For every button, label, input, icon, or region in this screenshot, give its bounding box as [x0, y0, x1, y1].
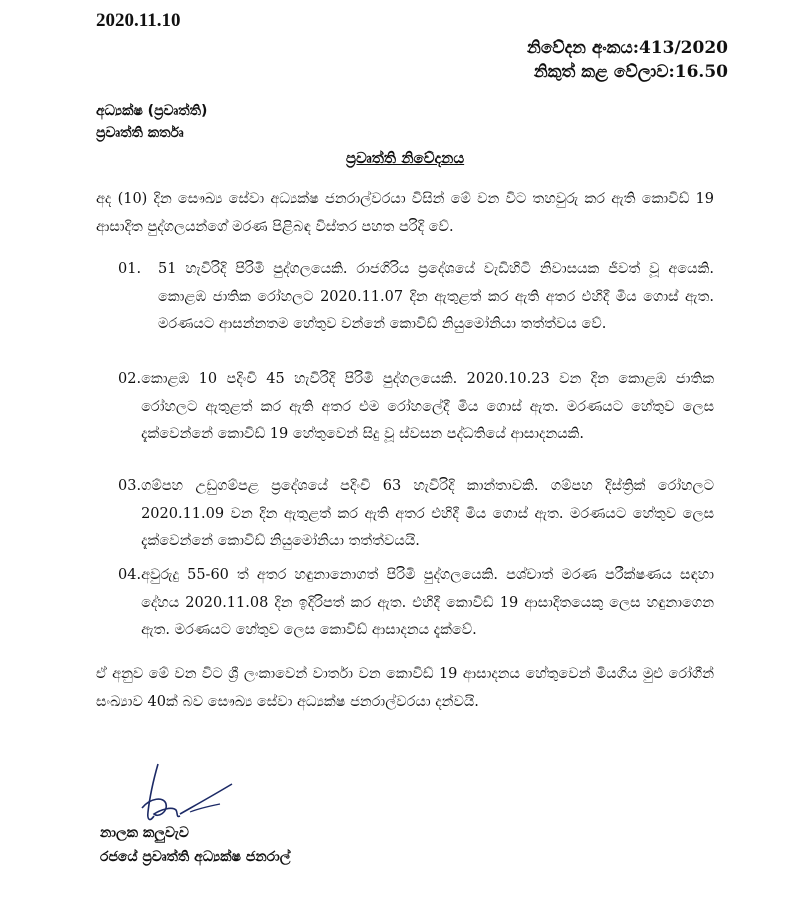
list-item [118, 256, 714, 339]
signatory-name: නාලක කලුවැව [100, 825, 189, 841]
item-number: 03. [118, 478, 142, 494]
item-number: 01. [118, 261, 142, 277]
intro-paragraph: අද (10) දින සෞඛ්‍ය සේවා අධ්‍යක්ෂ ජනරාල්වරයා විසින් මේ වන විට තහවුරු කර ඇති කොවිඩ් 19 ආසාදිත පුද්ගලයන්ගේ මරණ පිළිබඳ විස්තර පහත පරිදි වේ. [96, 191, 714, 235]
list-item [118, 473, 714, 556]
release-number: නිවේදන අංකය:413/2020 [527, 38, 728, 58]
item-number: 04. [118, 567, 142, 583]
release-time: නිකුත් කළ වේලාව:16.50 [533, 62, 728, 82]
recipient-line-2: ප්‍රවෘත්ති කර්තෘ [96, 125, 184, 141]
document-title [0, 149, 810, 167]
item-text: ගම්පහ උඩුගම්පළ ප්‍රදේශයේ පදිංචි 63 හැවිරිදි කාන්තාවකි. ගම්පහ දිස්ත්‍රික් රෝහලට 2020.11.09 වන දින ඇතුළත් කර ඇති අතර එහිදී මිය ගොස් ඇත. මරණයට හේතුව ලෙස දැක්වෙන්නේ කොවිඩ් නියුමෝනියා තත්ත්වයයි. [141, 478, 714, 549]
recipient-line-1: අධ්‍යක්ෂ (ප්‍රවෘත්ති) [96, 103, 208, 119]
signatory-title: රජයේ ප්‍රවෘත්ති අධ්‍යක්ෂ ජනරාල් [100, 849, 291, 865]
item-text: කොළඹ 10 පදිංචි 45 හැවිරිදි පිරිමි පුද්ගලයෙකි. 2020.10.23 වන දින කොළඹ ජාතික රෝහලට ඇතුළත් කර ඇති අතර එම රෝහලේදී මිය ගොස් ඇත. මරණයට හේතුව ලෙස දැක්වෙන්නේ කොවිඩ් 19 හේතුවෙන් සිදු වූ ස්වසන පද්ධතියේ ආසාදනයකි. [141, 371, 714, 442]
document-title-text: ප්‍රවෘත්ති නිවේදනය [345, 149, 465, 167]
item-text: 51 හැවිරිදි පිරිමි පුද්ගලයෙකි. රාජගිරිය ප්‍රදේශයේ වැඩිහිටි නිවාසයක ජීවත් වූ අයෙකි. කොළඹ ජාතික රෝහලට 2020.11.07 දින ඇතුළත් කර ඇති අතර එහිදී මිය ගොස් ඇත. මරණයට ආසන්නතම හේතුව වන්නේ කොවිඩ් නියුමෝනියා තත්ත්වය වේ. [158, 261, 714, 332]
item-text: අවුරුදු 55-60 ත් අතර හඳුනානොගත් පිරිමි පුද්ගලයෙකි. පශ්චාත් මරණ පරීක්ෂණය සඳහා දේහය 2020.11.08 දින ඉදිරිපත් කර ඇත. එහිදී කොවිඩ් 19 ආසාදිතයෙකු ලෙස හඳුනාගෙන ඇත. මරණයට හේතුව ලෙස කොවිඩ් ආසාදනය දැක්වේ. [141, 567, 714, 638]
list-item [118, 366, 714, 449]
release-date: 2020.11.10 [96, 10, 181, 31]
handwritten-signature [120, 760, 260, 830]
item-number: 02. [118, 371, 142, 387]
closing-paragraph: ඒ අනුව මේ වන විට ශ්‍රී ලංකාවෙන් වාර්තා වන කොවිඩ් 19 ආසාදනය හේතුවෙන් මියගිය මුළු රෝගීන් සංඛ්‍යාව 40ක් බව සෞඛ්‍ය සේවා අධ්‍යක්ෂ ජනරාල්වරයා දන්වයි. [96, 666, 714, 710]
list-item [118, 562, 714, 645]
